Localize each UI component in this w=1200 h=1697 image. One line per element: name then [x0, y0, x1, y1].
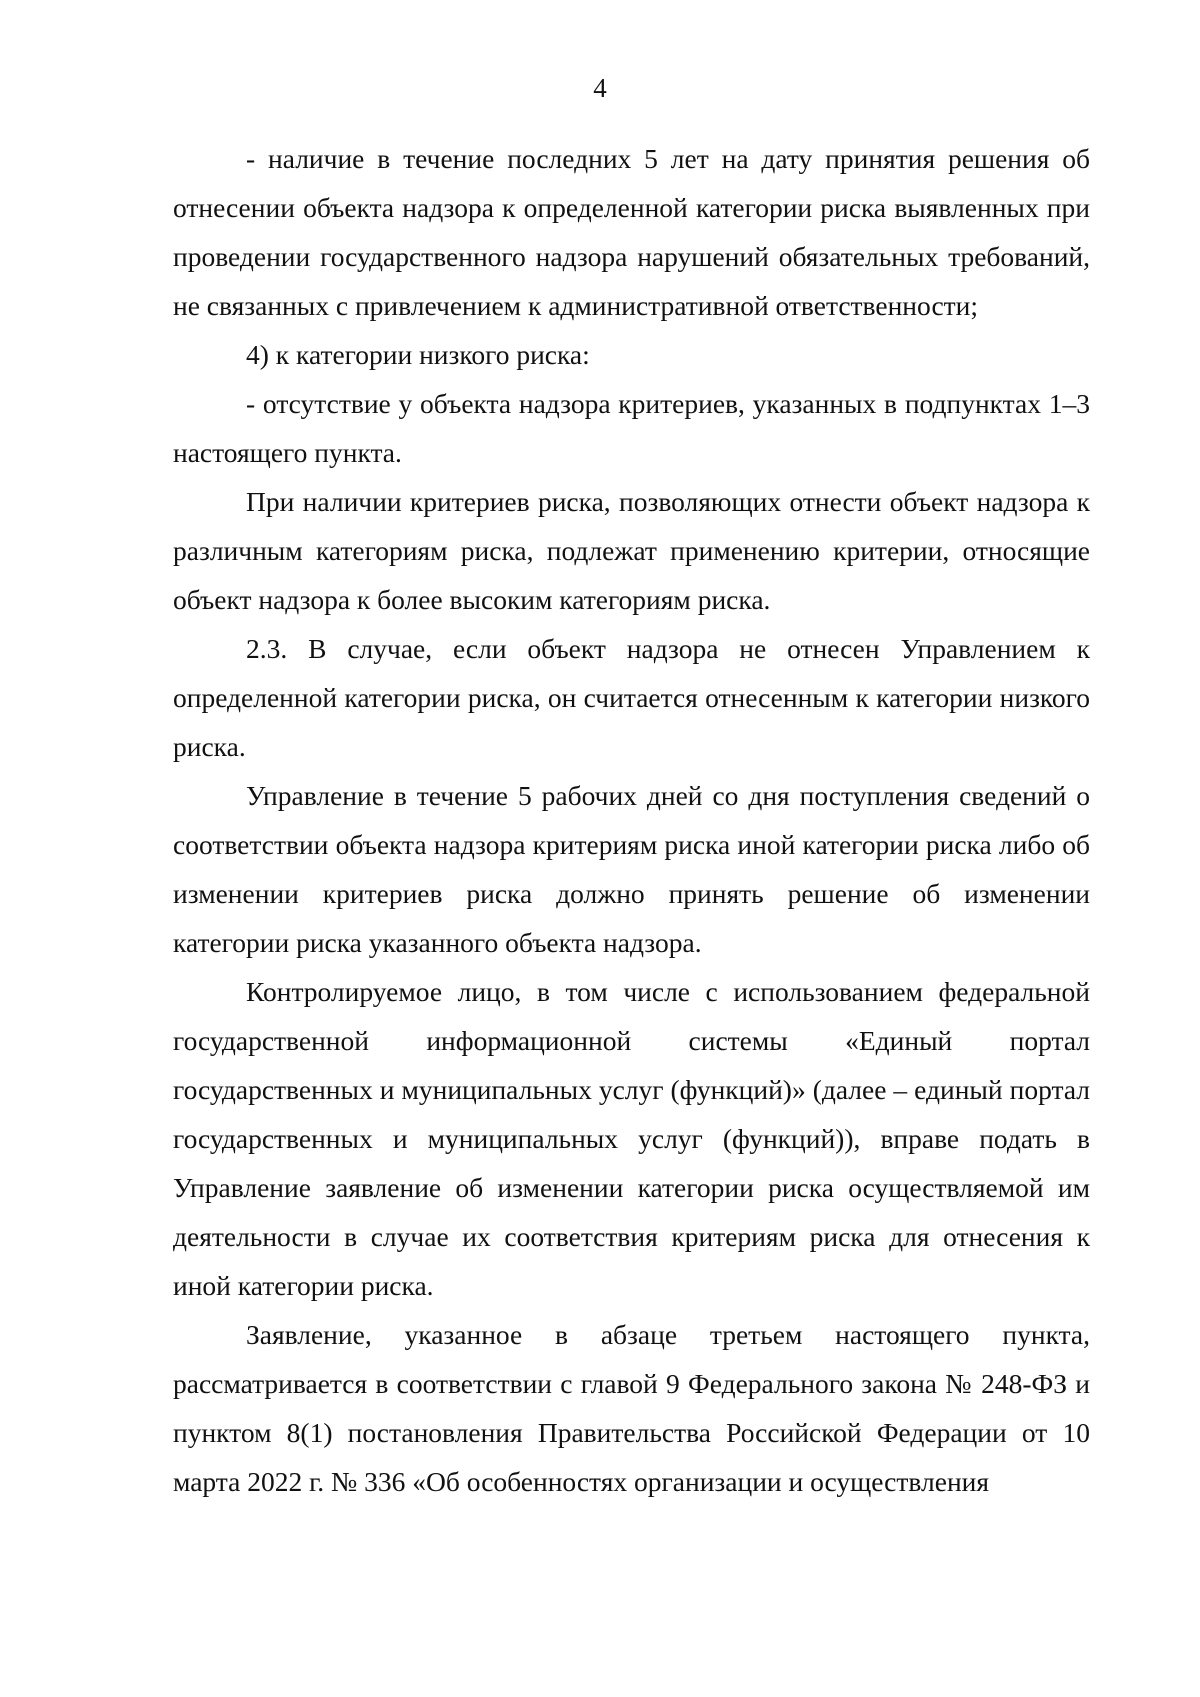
paragraph-category-change-deadline: Управление в течение 5 рабочих дней со дня поступления сведений о соответствии объекта надзора критериям риска иной категории риска либо об изменении критериев риска должно принять решение об изменении категории риска указанного объекта надзора. — [173, 780, 1090, 958]
paragraph-multiple-criteria: При наличии критериев риска, позволяющих отнести объект надзора к различным категориям риска, подлежат применению критерии, относящие объект надзора к более высоким категориям риска. — [173, 486, 1090, 615]
page-number: 4 — [593, 73, 607, 103]
document-body — [173, 134, 1090, 1506]
paragraph-controlled-person-application: Контролируемое лицо, в том числе с использованием федеральной государственной информационной системы «Единый портал государственных и муниципальных услуг (функций)» (далее – единый портал государственных и муниципальных услуг (функций)), вправе подать в Управление заявление об изменении категории риска осуществляемой им деятельности в случае их соответствия критериям риска для отнесения к иной категории риска. — [173, 976, 1090, 1301]
paragraph-section-2-3: 2.3. В случае, если объект надзора не отнесен Управлением к определенной категории риска, он считается отнесенным к категории низкого риска. — [173, 633, 1090, 762]
paragraph-low-risk-heading: 4) к категории низкого риска: — [246, 339, 590, 370]
paragraph-violations-criterion: - наличие в течение последних 5 лет на дату принятия решения об отнесении объекта надзора к определенной категории риска выявленных при проведении государственного надзора нарушений обязательных требований, не связанных с привлечением к административной ответственности; — [173, 143, 1090, 321]
paragraph-low-risk-criterion: - отсутствие у объекта надзора критериев, указанных в подпунктах 1–3 настоящего пункта. — [173, 388, 1090, 468]
paragraph-application-review: Заявление, указанное в абзаце третьем настоящего пункта, рассматривается в соответствии с главой 9 Федерального закона № 248-ФЗ и пунктом 8(1) постановления Правительства Российской Федерации от 10 марта 2022 г. № 336 «Об особенностях организации и осуществления — [173, 1319, 1090, 1497]
